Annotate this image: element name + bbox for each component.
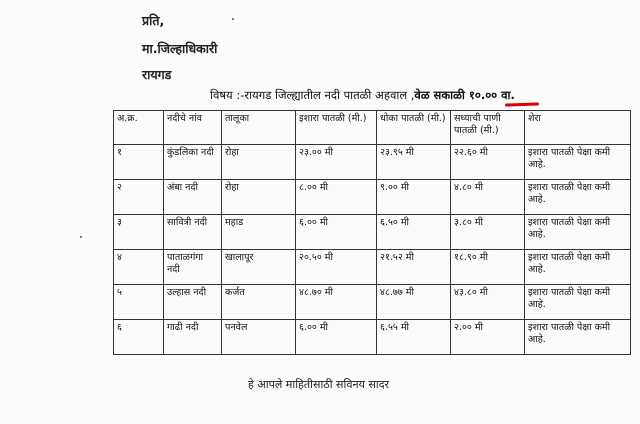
cell-taluka: महाड	[222, 215, 296, 250]
cell-danger: ४८.७७ मी	[377, 285, 451, 320]
cell-danger: ६.५५ मी	[377, 320, 451, 355]
cell-river: पाताळगंगा नदी	[164, 250, 222, 285]
header-warning-level: इशारा पातळी (मी.)	[296, 111, 377, 145]
cell-sr: ५	[114, 285, 164, 320]
cell-danger: ९.०० मी	[377, 180, 451, 215]
header-sr: अ.क्र.	[114, 111, 164, 145]
cell-taluka: रोहा	[222, 180, 296, 215]
cell-warning: २०.५० मी	[296, 250, 377, 285]
cell-river: कुंडलिका नदी	[164, 145, 222, 180]
subject-line	[210, 88, 515, 103]
table-row	[114, 320, 631, 355]
cell-river: गाढी नदी	[164, 320, 222, 355]
red-underline-mark	[505, 102, 539, 106]
cell-danger: २१.५२ मी	[377, 250, 451, 285]
cell-current: ४३.८० मी	[451, 285, 525, 320]
cell-warning: ६.०० मी	[296, 215, 377, 250]
cell-warning: २३.०० मी	[296, 145, 377, 180]
cell-remarks: इशारा पातळी पेक्षा कमी आहे.	[525, 215, 631, 250]
cell-current: ३.८० मी	[451, 215, 525, 250]
table-row	[114, 215, 631, 250]
cell-remarks: इशारा पातळी पेक्षा कमी आहे.	[525, 145, 631, 180]
stray-mark	[232, 18, 234, 20]
table-row	[114, 180, 631, 215]
cell-danger: ६.५० मी	[377, 215, 451, 250]
cell-warning: ८.०० मी	[296, 180, 377, 215]
cell-river: सावित्री नदी	[164, 215, 222, 250]
cell-sr: १	[114, 145, 164, 180]
cell-taluka: कर्जत	[222, 285, 296, 320]
cell-current: २.०० मी	[451, 320, 525, 355]
cell-remarks: इशारा पातळी पेक्षा कमी आहे.	[525, 250, 631, 285]
cell-sr: ३	[114, 215, 164, 250]
recipient-place: रायगड	[142, 67, 172, 82]
table-header-row	[114, 111, 631, 145]
header-danger-level: धोका पातळी (मी.)	[377, 111, 451, 145]
cell-taluka: खालापूर	[222, 250, 296, 285]
cell-danger: २३.९५ मी	[377, 145, 451, 180]
cell-warning: ४८.७० मी	[296, 285, 377, 320]
recipient: मा.जिल्हाधिकारी	[142, 41, 218, 56]
header-taluka: तालूका	[222, 111, 296, 145]
cell-current: १८.९० मी	[451, 250, 525, 285]
header-remarks: शेरा	[525, 111, 631, 145]
cell-sr: ४	[114, 250, 164, 285]
subject-time: वेळ सकाळी १०.०० वा.	[414, 88, 515, 102]
cell-warning: ६.०० मी	[296, 320, 377, 355]
cell-sr: २	[114, 180, 164, 215]
river-level-table	[113, 110, 631, 355]
cell-current: ४.८० मी	[451, 180, 525, 215]
header-current-level: सध्याची पाणी पातळी (मी.)	[451, 111, 525, 145]
cell-sr: ६	[114, 320, 164, 355]
subject-prefix: विषय :-रायगड जिल्ह्यातील नदी पातळी अहवाल ,	[210, 88, 415, 102]
cell-remarks: इशारा पातळी पेक्षा कमी आहे.	[525, 285, 631, 320]
header-river: नदीचे नांव	[164, 111, 222, 145]
table-row	[114, 250, 631, 285]
table-row	[114, 145, 631, 180]
closing-note: हे आपले माहितीसाठी सविनय सादर	[248, 378, 390, 391]
salutation: प्रति,	[142, 13, 165, 28]
cell-current: २२.६० मी	[451, 145, 525, 180]
table-row	[114, 285, 631, 320]
cell-river: अंबा नदी	[164, 180, 222, 215]
cell-taluka: पनवेल	[222, 320, 296, 355]
cell-river: उल्हास नदी	[164, 285, 222, 320]
cell-remarks: इशारा पातळी पेक्षा कमी आहे.	[525, 320, 631, 355]
cell-remarks: इशारा पातळी पेक्षा कमी आहे.	[525, 180, 631, 215]
stray-mark	[80, 236, 82, 238]
cell-taluka: रोहा	[222, 145, 296, 180]
